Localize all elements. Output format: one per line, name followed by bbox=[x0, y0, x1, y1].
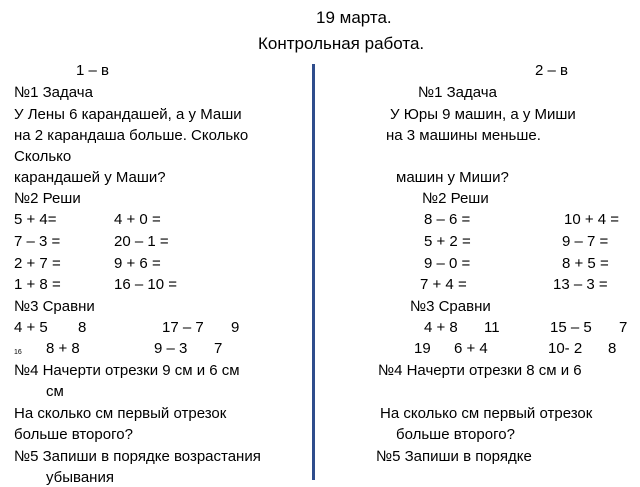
right-compare: 15 – 5 bbox=[550, 319, 592, 336]
left-task5-cont: убывания bbox=[46, 469, 114, 486]
right-compare: 10- 2 bbox=[548, 340, 583, 357]
right-task2-title: №2 Реши bbox=[422, 190, 489, 207]
right-task1-line: У Юры 9 машин, а у Миши bbox=[390, 106, 576, 123]
left-compare: 9 – 3 bbox=[154, 340, 188, 357]
left-task2-title: №2 Реши bbox=[14, 190, 81, 207]
right-compare: 4 + 8 bbox=[424, 319, 458, 336]
right-example: 7 + 4 = bbox=[420, 276, 467, 293]
left-question: На сколько см первый отрезок bbox=[14, 405, 227, 422]
left-question: больше второго? bbox=[14, 426, 133, 443]
left-example: 1 + 8 = bbox=[14, 276, 61, 293]
right-compare: 6 + 4 bbox=[454, 340, 488, 357]
right-task3-title: №3 Сравни bbox=[410, 298, 491, 315]
right-compare: 7 bbox=[619, 319, 628, 336]
left-task1-title: №1 Задача bbox=[14, 84, 93, 101]
left-example: 16 – 10 = bbox=[114, 276, 177, 293]
left-example: 7 – 3 = bbox=[14, 233, 61, 250]
left-compare: 4 + 5 bbox=[14, 319, 48, 336]
left-compare: 17 – 7 bbox=[162, 319, 204, 336]
right-compare: 11 bbox=[484, 319, 500, 336]
left-task1-line: на 2 карандаша больше. Сколько bbox=[14, 127, 249, 144]
left-task4-cont: см bbox=[46, 383, 64, 400]
right-task1-line: на 3 машины меньше. bbox=[386, 127, 541, 144]
left-compare-small: 16 bbox=[14, 349, 22, 356]
left-compare: 7 bbox=[214, 340, 223, 357]
left-task3-title: №3 Сравни bbox=[14, 298, 95, 315]
page-title: Контрольная работа. bbox=[258, 34, 425, 53]
right-task4: №4 Начерти отрезки 8 см и 6 bbox=[378, 362, 582, 379]
right-example: 9 – 0 = bbox=[424, 255, 471, 272]
right-compare: 19 bbox=[414, 340, 431, 357]
right-example: 13 – 3 = bbox=[553, 276, 608, 293]
right-compare: 8 bbox=[608, 340, 617, 357]
right-task1-line: машин у Миши? bbox=[396, 169, 509, 186]
left-example: 9 + 6 = bbox=[114, 255, 161, 272]
left-example: 2 + 7 = bbox=[14, 255, 61, 272]
right-example: 5 + 2 = bbox=[424, 233, 471, 250]
right-task1-title: №1 Задача bbox=[418, 84, 497, 101]
left-variant: 1 – в bbox=[76, 62, 109, 79]
left-example: 20 – 1 = bbox=[114, 233, 169, 250]
right-question: больше второго? bbox=[396, 426, 515, 443]
right-example: 9 – 7 = bbox=[562, 233, 609, 250]
right-question: На сколько см первый отрезок bbox=[380, 405, 593, 422]
right-task5: №5 Запиши в порядке bbox=[376, 448, 532, 465]
left-task5: №5 Запиши в порядке возрастания bbox=[14, 448, 261, 465]
right-variant: 2 – в bbox=[535, 62, 568, 79]
date: 19 марта. bbox=[316, 8, 392, 27]
right-example: 8 – 6 = bbox=[424, 211, 471, 228]
right-example: 10 + 4 = bbox=[564, 211, 620, 228]
left-task1-line: У Лены 6 карандашей, а у Маши bbox=[14, 106, 242, 123]
left-example: 4 + 0 = bbox=[114, 211, 161, 228]
left-compare: 8 + 8 bbox=[46, 340, 80, 357]
left-task4: №4 Начерти отрезки 9 см и 6 см bbox=[14, 362, 240, 379]
left-compare: 9 bbox=[231, 319, 240, 336]
left-task1-line: карандашей у Маши? bbox=[14, 169, 166, 186]
column-divider bbox=[312, 64, 315, 480]
left-task1-line: Сколько bbox=[14, 148, 72, 165]
right-example: 8 + 5 = bbox=[562, 255, 609, 272]
left-compare: 8 bbox=[78, 319, 87, 336]
left-example: 5 + 4= bbox=[14, 211, 57, 228]
